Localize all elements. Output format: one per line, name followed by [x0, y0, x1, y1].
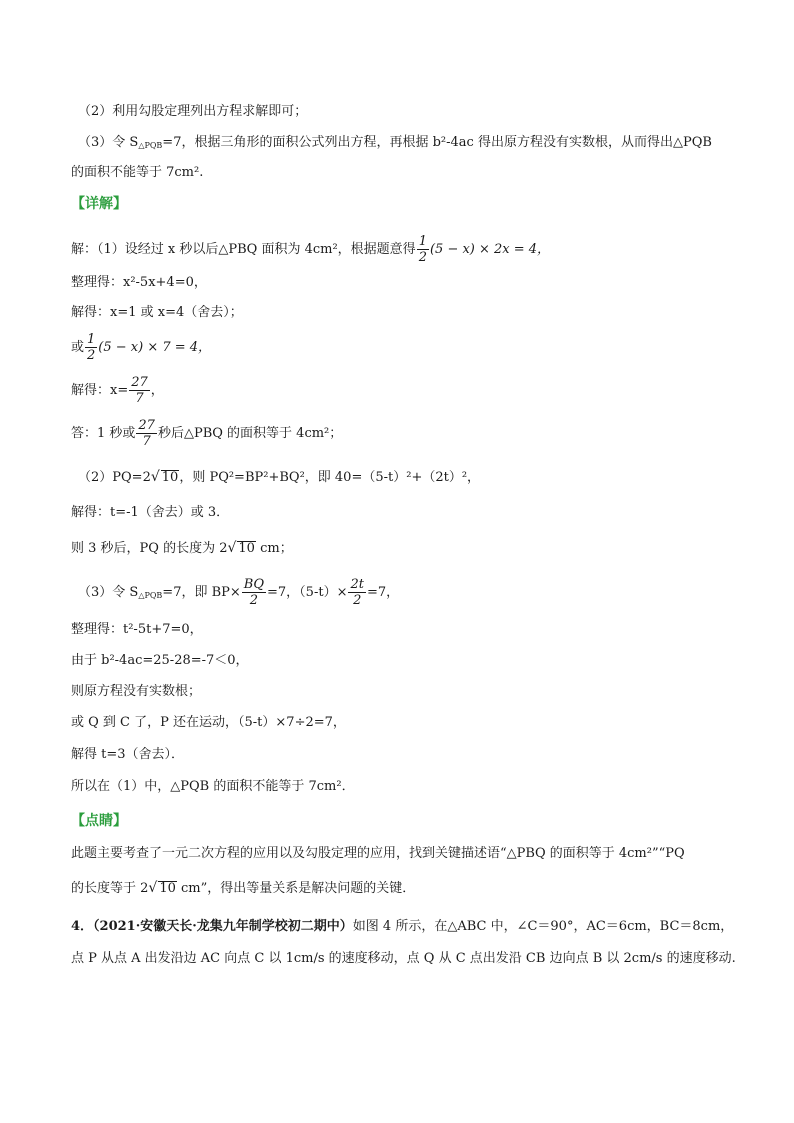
- fraction: $\frac{BQ}{2}$: [243, 577, 265, 608]
- problem-number: 4．: [71, 919, 94, 934]
- comment-line-1: 此题主要考查了一元二次方程的应用以及勾股定理的应用，找到关键描述语“△PBQ 的面积等于 4cm²”“PQ: [71, 846, 685, 861]
- section-heading-detail: 【详解】: [71, 196, 127, 212]
- hint-part-3-cont: 的面积不能等于 7cm².: [71, 165, 204, 180]
- solution-line-3: 解得：x=1 或 x=4（舍去）；: [71, 305, 243, 320]
- fraction: $\frac{1}{2}$: [87, 332, 96, 363]
- solution-line-10: （3）令 $S_{\triangle PQB}=7$，即 BP× $\frac{BQ}{2}$ =7，（5-t）× $\frac{2t}{2}$ =7，: [78, 577, 400, 608]
- solution-line-5: 解得：x= $\frac{27}{7}$ ，: [71, 375, 164, 406]
- solution-line-2: 整理得：x²-5x+4=0，: [71, 275, 207, 290]
- solution-line-11: 整理得：t²-5t+7=0，: [71, 622, 203, 637]
- problem-4-line-2: 点 P 从点 A 出发沿边 AC 向点 C 以 1cm/s 的速度移动，点 Q 从 C 点出发沿 CB 边向点 B 以 2cm/s 的速度移动.: [71, 951, 736, 966]
- section-heading-comment: 【点睛】: [71, 813, 127, 829]
- hint-part-3: （3）令 $S_{\triangle PQB}=7$，根据三角形的面积公式列出方程，再根据 b²-4ac 得出原方程没有实数根，从而得出△PQB: [78, 135, 712, 150]
- solution-line-6: 答：1 秒或 $\frac{27}{7}$ 秒后△PBQ 的面积等于 4cm²；: [71, 418, 343, 449]
- solution-line-14: 或 Q 到 C 了，P 还在运动，（5-t）×7÷2=7，: [71, 715, 346, 730]
- solution-line-15: 解得 t=3（舍去）．: [71, 747, 185, 762]
- solution-line-9: 则 3 秒后，PQ 的长度为 2√ 10 cm；: [71, 540, 293, 556]
- solution-line-13: 则原方程没有实数根；: [71, 684, 202, 699]
- problem-4-line-1: 4．（2021·安徽天长·龙集九年制学校初二期中）如图 4 所示，在△ABC 中，∠C＝90°，AC＝6cm，BC＝8cm，: [71, 919, 734, 934]
- solution-line-16: 所以在（1）中，△PQB 的面积不能等于 7cm²．: [71, 779, 355, 794]
- fraction: $\frac{27}{7}$: [131, 375, 148, 406]
- solution-line-12: 由于 b²-4ac=25-28=-7＜0，: [71, 653, 249, 668]
- fraction: $\frac{2t}{2}$: [350, 577, 364, 608]
- solution-line-4: 或 $\frac{1}{2}$ (5 − x) × 7 = 4，: [71, 332, 212, 363]
- fraction: $\frac{27}{7}$: [138, 418, 155, 449]
- hint-part-2: （2）利用勾股定理列出方程求解即可；: [78, 104, 308, 119]
- solution-line-8: 解得：t=-1（舍去）或 3．: [71, 505, 230, 520]
- fraction: $\frac{1}{2}$: [418, 234, 427, 265]
- problem-source: （2021·安徽天长·龙集九年制学校初二期中）: [93, 919, 353, 934]
- comment-line-2: 的长度等于 2√ 10 cm”，得出等量关系是解决问题的关键．: [71, 880, 416, 896]
- solution-line-1: 解：（1）设经过 x 秒以后△PBQ 面积为 4cm²，根据题意得 $\frac{1}{2}$ (5 − x) × 2x = 4，: [71, 234, 551, 265]
- solution-line-7: （2）PQ=2√ 10，则 PQ²=BP²+BQ²，即 40=（5-t）²+（2t）²，: [78, 469, 481, 485]
